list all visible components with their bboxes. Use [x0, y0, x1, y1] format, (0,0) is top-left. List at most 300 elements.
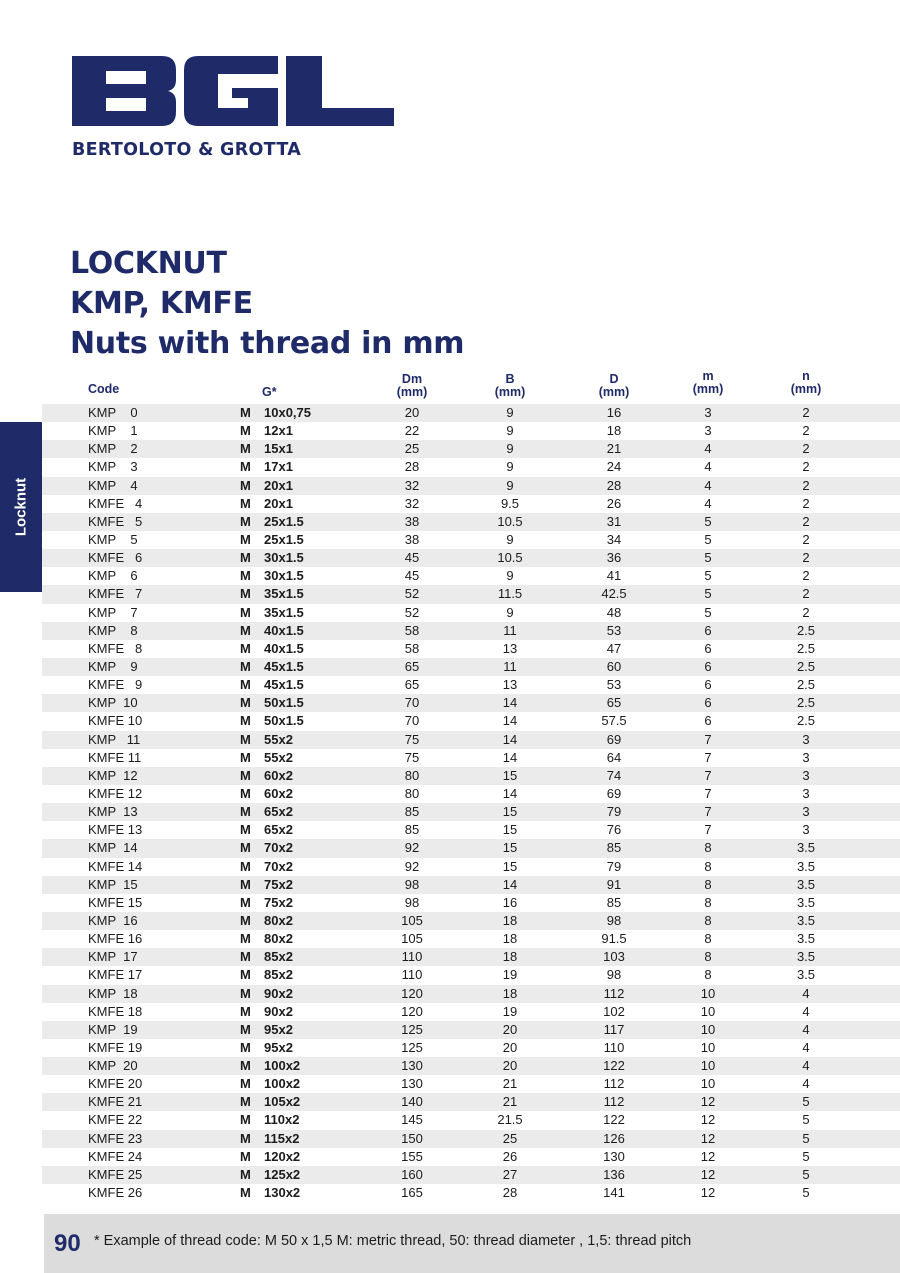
cell-thread-prefix: M: [240, 1003, 251, 1019]
cell-thread-prefix: M: [240, 894, 251, 910]
cell-thread-prefix: M: [240, 1021, 251, 1037]
cell-m: 8: [704, 949, 712, 965]
cell-b: 14: [502, 731, 518, 747]
cell-code: KMFE 19: [88, 1039, 143, 1055]
table-row: [42, 1093, 900, 1111]
cell-code: KMFE 20: [88, 1076, 143, 1092]
table-row: [42, 1148, 900, 1166]
cell-m: 5: [704, 568, 712, 584]
cell-dm: 145: [401, 1112, 423, 1128]
cell-m: 8: [704, 858, 712, 874]
table-row: [42, 1003, 900, 1021]
table-row: [42, 622, 900, 640]
cell-m: 10: [700, 1003, 716, 1019]
title-line-2: KMP, KMFE: [70, 286, 253, 321]
cell-d: 136: [603, 1166, 625, 1182]
cell-d: 85: [606, 894, 622, 910]
cell-b: 9: [506, 459, 514, 475]
cell-thread: 80x2: [264, 912, 293, 928]
cell-d: 112: [603, 1076, 625, 1092]
cell-n: 4: [802, 985, 810, 1001]
bgl-logo-mark: [72, 56, 394, 126]
cell-thread-prefix: M: [240, 568, 251, 584]
cell-n: 2.5: [796, 658, 816, 674]
table-row: [42, 1039, 900, 1057]
cell-thread: 80x2: [264, 931, 293, 947]
cell-thread: 15x1: [264, 441, 293, 457]
cell-dm: 98: [404, 876, 420, 892]
header-d: D (mm): [598, 372, 630, 399]
cell-n: 2: [802, 459, 810, 475]
title-line-1: LOCKNUT: [70, 246, 227, 281]
cell-dm: 32: [404, 477, 420, 493]
brand-name: BERTOLOTO & GROTTA: [72, 140, 302, 160]
cell-n: 4: [802, 1021, 810, 1037]
cell-dm: 58: [404, 622, 420, 638]
cell-dm: 58: [404, 640, 420, 656]
cell-m: 5: [704, 586, 712, 602]
table-row: [42, 1166, 900, 1184]
cell-d: 64: [606, 749, 622, 765]
table-row: [42, 966, 900, 984]
cell-thread-prefix: M: [240, 459, 251, 475]
cell-m: 10: [700, 1039, 716, 1055]
cell-dm: 125: [401, 1021, 423, 1037]
cell-thread-prefix: M: [240, 513, 251, 529]
cell-thread: 60x2: [264, 767, 293, 783]
cell-code: KMP 4: [88, 477, 138, 493]
cell-thread: 50x1.5: [264, 695, 304, 711]
cell-thread: 50x1.5: [264, 713, 304, 729]
cell-n: 4: [802, 1058, 810, 1074]
cell-n: 2.5: [796, 713, 816, 729]
cell-m: 10: [700, 1058, 716, 1074]
cell-code: KMP 1: [88, 423, 138, 439]
table-row: [42, 404, 900, 422]
cell-dm: 45: [404, 568, 420, 584]
cell-d: 42.5: [601, 586, 627, 602]
cell-d: 130: [603, 1148, 625, 1164]
cell-dm: 160: [401, 1166, 423, 1182]
cell-thread-prefix: M: [240, 1166, 251, 1182]
cell-thread: 105x2: [264, 1094, 301, 1110]
cell-dm: 125: [401, 1039, 423, 1055]
table-row: [42, 948, 900, 966]
cell-b: 9.5: [500, 495, 520, 511]
cell-code: KMFE 11: [88, 749, 142, 765]
cell-thread-prefix: M: [240, 749, 251, 765]
cell-m: 3: [704, 405, 712, 420]
cell-d: 16: [606, 405, 622, 420]
cell-b: 14: [502, 876, 518, 892]
cell-b: 14: [502, 695, 518, 711]
cell-d: 47: [606, 640, 622, 656]
cell-code: KMFE 26: [88, 1185, 143, 1201]
cell-b: 21: [502, 1094, 518, 1110]
cell-n: 2: [802, 477, 810, 493]
cell-b: 10.5: [497, 513, 523, 529]
cell-code: KMP 13: [88, 804, 138, 820]
cell-dm: 140: [401, 1094, 423, 1110]
cell-thread: 100x2: [264, 1058, 301, 1074]
cell-dm: 38: [404, 513, 420, 529]
thread-code-footnote: * Example of thread code: M 50 x 1,5 M: metric thread, 50: thread diameter , 1,5: thread pitch: [94, 1233, 692, 1249]
cell-thread-prefix: M: [240, 1130, 251, 1146]
cell-thread: 20x1: [264, 477, 293, 493]
cell-code: KMP 12: [88, 767, 138, 783]
cell-b: 13: [502, 677, 518, 693]
cell-thread-prefix: M: [240, 876, 251, 892]
cell-d: 65: [606, 695, 622, 711]
cell-thread-prefix: M: [240, 405, 251, 420]
cell-b: 18: [502, 931, 518, 947]
table-row: [42, 712, 900, 730]
table-row: [42, 422, 900, 440]
cell-b: 9: [506, 568, 514, 584]
cell-thread: 130x2: [264, 1185, 301, 1201]
cell-code: KMP 19: [88, 1021, 138, 1037]
cell-code: KMFE 13: [88, 822, 143, 838]
table-row: [42, 930, 900, 948]
cell-b: 9: [506, 405, 514, 420]
cell-d: 122: [603, 1112, 625, 1128]
cell-dm: 110: [401, 949, 423, 965]
table-row: [42, 567, 900, 585]
footer-bar: [44, 1214, 900, 1273]
cell-code: KMFE 17: [88, 967, 143, 983]
cell-n: 4: [802, 1003, 810, 1019]
header-code: Code: [88, 382, 120, 396]
cell-thread-prefix: M: [240, 822, 251, 838]
cell-d: 102: [603, 1003, 625, 1019]
table-row: [42, 1184, 900, 1202]
header-n: n (mm): [790, 369, 822, 396]
cell-b: 18: [502, 912, 518, 928]
locknut-table: [42, 404, 900, 1202]
cell-thread-prefix: M: [240, 967, 251, 983]
cell-thread-prefix: M: [240, 495, 251, 511]
table-row: [42, 803, 900, 821]
cell-thread: 90x2: [264, 985, 293, 1001]
cell-code: KMP 0: [88, 405, 138, 420]
cell-thread: 55x2: [264, 749, 293, 765]
table-row: [42, 785, 900, 803]
cell-d: 31: [606, 513, 622, 529]
cell-b: 14: [502, 713, 518, 729]
cell-code: KMFE 25: [88, 1166, 143, 1182]
cell-code: KMP 18: [88, 985, 138, 1001]
cell-b: 10.5: [497, 550, 523, 566]
cell-thread-prefix: M: [240, 912, 251, 928]
cell-thread-prefix: M: [240, 985, 251, 1001]
cell-thread: 85x2: [264, 967, 293, 983]
table-header: [0, 370, 900, 402]
cell-n: 5: [802, 1166, 810, 1182]
cell-b: 19: [502, 1003, 518, 1019]
cell-d: 28: [606, 477, 622, 493]
cell-d: 79: [606, 858, 622, 874]
cell-n: 5: [802, 1185, 810, 1201]
cell-n: 2: [802, 423, 810, 439]
cell-n: 3: [802, 767, 810, 783]
cell-thread: 85x2: [264, 949, 293, 965]
header-m: m (mm): [692, 369, 724, 396]
cell-code: KMP 14: [88, 840, 138, 856]
cell-d: 98: [606, 912, 622, 928]
cell-dm: 120: [401, 1003, 423, 1019]
cell-m: 8: [704, 967, 712, 983]
cell-dm: 45: [404, 550, 420, 566]
title-line-3: Nuts with thread in mm: [70, 326, 465, 361]
cell-code: KMFE 23: [88, 1130, 143, 1146]
cell-d: 126: [603, 1130, 625, 1146]
cell-d: 112: [603, 1094, 625, 1110]
cell-thread: 95x2: [264, 1039, 293, 1055]
table-row: [42, 1021, 900, 1039]
cell-code: KMFE 6: [88, 550, 143, 566]
cell-m: 12: [700, 1166, 716, 1182]
cell-dm: 130: [401, 1076, 423, 1092]
cell-n: 3.5: [796, 949, 816, 965]
cell-code: KMP 7: [88, 604, 138, 620]
cell-code: KMP 2: [88, 441, 138, 457]
cell-thread: 35x1.5: [264, 604, 304, 620]
cell-m: 7: [704, 749, 712, 765]
table-row: [42, 731, 900, 749]
cell-m: 5: [704, 531, 712, 547]
cell-code: KMP 10: [88, 695, 138, 711]
cell-m: 8: [704, 912, 712, 928]
cell-b: 15: [502, 804, 518, 820]
cell-thread: 40x1.5: [264, 640, 304, 656]
cell-n: 3: [802, 804, 810, 820]
cell-code: KMFE 18: [88, 1003, 143, 1019]
cell-thread: 45x1.5: [264, 658, 304, 674]
cell-thread: 125x2: [264, 1166, 301, 1182]
cell-thread-prefix: M: [240, 804, 251, 820]
cell-code: KMP 15: [88, 876, 138, 892]
cell-code: KMFE 16: [88, 931, 143, 947]
cell-b: 9: [506, 531, 514, 547]
cell-dm: 92: [404, 858, 420, 874]
cell-b: 21.5: [497, 1112, 523, 1128]
cell-thread-prefix: M: [240, 858, 251, 874]
cell-code: KMFE 5: [88, 513, 143, 529]
cell-n: 3.5: [796, 840, 816, 856]
cell-n: 2: [802, 550, 810, 566]
cell-b: 15: [502, 858, 518, 874]
cell-dm: 105: [401, 912, 423, 928]
cell-d: 53: [606, 622, 622, 638]
cell-d: 69: [606, 731, 622, 747]
cell-thread-prefix: M: [240, 604, 251, 620]
cell-n: 2: [802, 405, 810, 420]
cell-thread-prefix: M: [240, 931, 251, 947]
cell-thread: 120x2: [264, 1148, 301, 1164]
cell-dm: 38: [404, 531, 420, 547]
cell-b: 9: [506, 604, 514, 620]
cell-d: 79: [606, 804, 622, 820]
table-row: [42, 531, 900, 549]
cell-dm: 85: [404, 822, 420, 838]
cell-n: 3: [802, 822, 810, 838]
cell-m: 4: [704, 495, 712, 511]
cell-m: 8: [704, 876, 712, 892]
cell-thread-prefix: M: [240, 1112, 251, 1128]
cell-dm: 22: [404, 423, 420, 439]
cell-code: KMFE 10: [88, 713, 143, 729]
cell-b: 11: [503, 658, 517, 674]
cell-thread-prefix: M: [240, 1148, 251, 1164]
cell-thread-prefix: M: [240, 949, 251, 965]
cell-m: 8: [704, 894, 712, 910]
cell-m: 6: [704, 695, 712, 711]
cell-code: KMFE 9: [88, 677, 143, 693]
cell-dm: 20: [404, 405, 420, 420]
cell-code: KMFE 7: [88, 586, 143, 602]
cell-n: 2.5: [796, 695, 816, 711]
cell-code: KMP 17: [88, 949, 138, 965]
cell-m: 6: [704, 622, 712, 638]
cell-thread: 75x2: [264, 876, 293, 892]
cell-n: 3.5: [796, 858, 816, 874]
table-row: [42, 821, 900, 839]
cell-m: 3: [704, 423, 712, 439]
cell-b: 9: [506, 423, 514, 439]
cell-thread-prefix: M: [240, 1185, 251, 1201]
table-row: [42, 640, 900, 658]
cell-d: 34: [606, 531, 622, 547]
cell-thread-prefix: M: [240, 531, 251, 547]
cell-thread: 70x2: [264, 858, 293, 874]
cell-b: 14: [502, 749, 518, 765]
cell-m: 12: [700, 1094, 716, 1110]
cell-d: 76: [606, 822, 622, 838]
cell-n: 2: [802, 495, 810, 511]
cell-thread: 115x2: [264, 1130, 300, 1146]
table-row: [42, 658, 900, 676]
cell-dm: 32: [404, 495, 420, 511]
cell-d: 26: [606, 495, 622, 511]
cell-d: 141: [603, 1185, 625, 1201]
cell-d: 18: [606, 423, 622, 439]
cell-n: 3.5: [796, 894, 816, 910]
cell-dm: 155: [401, 1148, 423, 1164]
cell-d: 112: [603, 985, 625, 1001]
cell-code: KMFE 8: [88, 640, 143, 656]
cell-dm: 70: [404, 695, 420, 711]
cell-n: 2: [802, 531, 810, 547]
cell-thread: 25x1.5: [264, 531, 304, 547]
cell-thread: 60x2: [264, 785, 293, 801]
cell-thread: 10x0,75: [264, 405, 311, 420]
cell-d: 74: [606, 767, 622, 783]
cell-n: 3: [802, 785, 810, 801]
cell-dm: 28: [404, 459, 420, 475]
cell-thread-prefix: M: [240, 1039, 251, 1055]
cell-m: 5: [704, 604, 712, 620]
cell-thread-prefix: M: [240, 423, 251, 439]
cell-code: KMP 20: [88, 1058, 138, 1074]
cell-dm: 150: [401, 1130, 423, 1146]
cell-thread-prefix: M: [240, 695, 251, 711]
table-row: [42, 894, 900, 912]
cell-dm: 65: [404, 677, 420, 693]
cell-n: 4: [802, 1039, 810, 1055]
cell-m: 10: [700, 1076, 716, 1092]
cell-thread-prefix: M: [240, 840, 251, 856]
cell-thread-prefix: M: [240, 767, 251, 783]
cell-code: KMFE 15: [88, 894, 143, 910]
cell-n: 2: [802, 568, 810, 584]
cell-m: 6: [704, 677, 712, 693]
cell-thread: 30x1.5: [264, 550, 304, 566]
table-row: [42, 876, 900, 894]
cell-thread-prefix: M: [240, 622, 251, 638]
cell-b: 16: [502, 894, 518, 910]
cell-b: 14: [502, 785, 518, 801]
cell-d: 36: [606, 550, 622, 566]
cell-b: 15: [502, 767, 518, 783]
cell-m: 5: [704, 513, 712, 529]
cell-thread-prefix: M: [240, 731, 251, 747]
cell-b: 26: [502, 1148, 518, 1164]
cell-m: 6: [704, 640, 712, 656]
cell-m: 7: [704, 785, 712, 801]
cell-thread: 110x2: [264, 1112, 300, 1128]
cell-dm: 80: [404, 767, 420, 783]
cell-b: 11: [503, 622, 517, 638]
cell-dm: 80: [404, 785, 420, 801]
table-row: [42, 749, 900, 767]
cell-thread-prefix: M: [240, 658, 251, 674]
cell-n: 2.5: [796, 677, 816, 693]
table-row: [42, 585, 900, 603]
table-row: [42, 858, 900, 876]
cell-dm: 65: [404, 658, 420, 674]
cell-thread-prefix: M: [240, 586, 251, 602]
cell-d: 48: [606, 604, 622, 620]
cell-thread-prefix: M: [240, 640, 251, 656]
cell-thread: 12x1: [264, 423, 293, 439]
cell-thread-prefix: M: [240, 1076, 251, 1092]
cell-thread: 40x1.5: [264, 622, 304, 638]
cell-thread: 45x1.5: [264, 677, 304, 693]
table-row: [42, 985, 900, 1003]
cell-d: 21: [606, 441, 622, 457]
cell-m: 8: [704, 931, 712, 947]
cell-d: 91: [606, 876, 622, 892]
table-row: [42, 694, 900, 712]
cell-n: 2.5: [796, 622, 816, 638]
cell-b: 20: [502, 1039, 518, 1055]
cell-code: KMP 9: [88, 658, 138, 674]
cell-b: 9: [506, 441, 514, 457]
cell-thread: 95x2: [264, 1021, 293, 1037]
cell-code: KMP 16: [88, 912, 138, 928]
cell-d: 85: [606, 840, 622, 856]
cell-dm: 105: [401, 931, 423, 947]
cell-m: 7: [704, 822, 712, 838]
cell-dm: 70: [404, 713, 420, 729]
cell-b: 20: [502, 1058, 518, 1074]
cell-d: 69: [606, 785, 622, 801]
cell-b: 20: [502, 1021, 518, 1037]
cell-thread: 55x2: [264, 731, 293, 747]
cell-thread: 75x2: [264, 894, 293, 910]
cell-b: 28: [502, 1185, 518, 1201]
side-tab-label: Locknut: [12, 477, 30, 537]
